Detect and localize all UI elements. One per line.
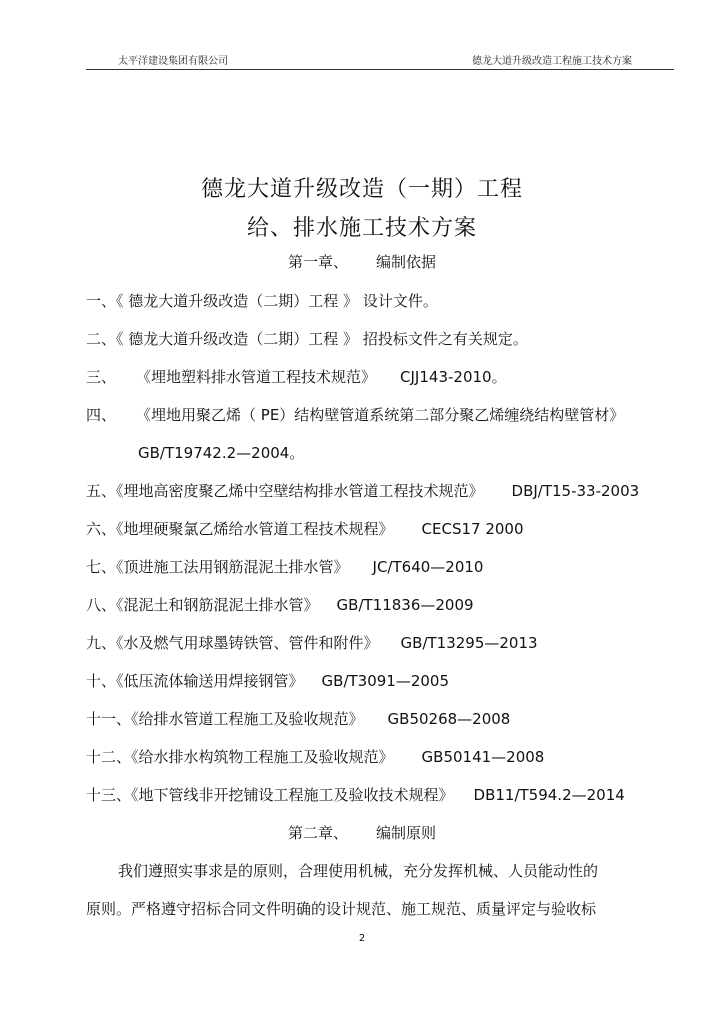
item-number: 二、 bbox=[86, 330, 117, 348]
item-number: 十二、 bbox=[86, 748, 132, 766]
item-code: GB/T3091—2005 bbox=[321, 672, 450, 690]
item-text: 《混泥土和钢筋混泥土排水管》 bbox=[116, 596, 319, 614]
paragraph-line-1: 我们遵照实事求是的原则，合理使用机械，充分发挥机械、人员能动性的 bbox=[118, 862, 599, 880]
list-item bbox=[86, 366, 507, 387]
item-number: 九、 bbox=[86, 634, 117, 652]
document-title-line2: 给、排水施工技术方案 bbox=[246, 216, 477, 241]
item-number: 七、 bbox=[86, 558, 117, 576]
item-text: 《 德龙大道升级改造（二期）工程 》 设计文件。 bbox=[116, 292, 438, 310]
item-number: 十一、 bbox=[86, 710, 132, 728]
item-number: 四、 bbox=[86, 406, 117, 424]
list-item bbox=[86, 556, 483, 577]
list-item bbox=[86, 290, 438, 311]
item-code: GB50141—2008 bbox=[421, 748, 545, 766]
item-number: 五、 bbox=[86, 482, 117, 500]
item-code: JC/T640—2010 bbox=[372, 558, 484, 576]
list-item bbox=[86, 746, 544, 767]
item-text: 《给水排水构筑物工程施工及验收规范》 bbox=[131, 748, 394, 766]
header-company: 太平洋建设集团有限公司 bbox=[118, 56, 228, 67]
page-header bbox=[0, 0, 724, 70]
item-text: 《水及燃气用球墨铸铁管、管件和附件》 bbox=[116, 634, 379, 652]
document-title-line1: 德龙大道升级改造（一期）工程 bbox=[200, 177, 523, 202]
item-code: DB11/T594.2—2014 bbox=[473, 786, 625, 804]
item-text: GB/T19742.2—2004。 bbox=[138, 444, 305, 462]
chapter-1-number: 第一章、 bbox=[287, 253, 348, 271]
list-item bbox=[86, 518, 524, 539]
chapter-1-name: 编制依据 bbox=[376, 253, 437, 271]
item-number: 三、 bbox=[86, 368, 117, 386]
chapter-2-number: 第二章、 bbox=[287, 824, 348, 842]
item-code: GB50268—2008 bbox=[387, 710, 511, 728]
page-number: 2 bbox=[358, 933, 366, 944]
item-text: 《埋地用聚乙烯（ PE）结构壁管道系统第二部分聚乙烯缠绕结构壁管材》 bbox=[136, 406, 625, 424]
item-code: CJJ143-2010。 bbox=[400, 368, 507, 386]
item-text: 《顶进施工法用钢筋混泥土排水管》 bbox=[116, 558, 349, 576]
list-item bbox=[86, 480, 639, 501]
list-item bbox=[86, 328, 528, 349]
item-text: 《埋地高密度聚乙烯中空壁结构排水管道工程技术规范》 bbox=[116, 482, 484, 500]
item-text: 《地埋硬聚氯乙烯给水管道工程技术规程》 bbox=[116, 520, 394, 538]
item-number: 一、 bbox=[86, 292, 117, 310]
header-divider bbox=[86, 69, 674, 70]
item-code: CECS17 2000 bbox=[421, 520, 524, 538]
chapter-2-heading bbox=[0, 822, 724, 843]
item-number: 八、 bbox=[86, 596, 117, 614]
item-text: 《低压流体输送用焊接钢管》 bbox=[116, 672, 304, 690]
header-doc-title: 德龙大道升级改造工程施工技术方案 bbox=[472, 56, 632, 67]
item-code: DBJ/T15-33-2003 bbox=[511, 482, 640, 500]
item-text: 《地下管线非开挖铺设工程施工及验收技术规程》 bbox=[131, 786, 454, 804]
item-text: 《 德龙大道升级改造（二期）工程 》 招投标文件之有关规定。 bbox=[116, 330, 528, 348]
chapter-2-name: 编制原则 bbox=[376, 824, 437, 842]
list-item bbox=[86, 670, 449, 691]
list-item bbox=[86, 708, 510, 729]
chapter-1-heading bbox=[0, 251, 724, 272]
item-number: 十、 bbox=[86, 672, 117, 690]
item-text: 《给排水管道工程施工及验收规范》 bbox=[131, 710, 364, 728]
list-item bbox=[86, 594, 474, 615]
list-item bbox=[86, 784, 625, 805]
item-number: 六、 bbox=[86, 520, 117, 538]
list-item bbox=[86, 632, 538, 653]
item-code: GB/T13295—2013 bbox=[400, 634, 538, 652]
list-item-continuation bbox=[138, 442, 304, 463]
item-text: 《埋地塑料排水管道工程技术规范》 bbox=[136, 368, 377, 386]
item-code: GB/T11836—2009 bbox=[336, 596, 474, 614]
paragraph-line-2: 原则。严格遵守招标合同文件明确的设计规范、施工规范、质量评定与验收标 bbox=[86, 900, 597, 918]
list-item bbox=[86, 404, 624, 425]
item-number: 十三、 bbox=[86, 786, 132, 804]
